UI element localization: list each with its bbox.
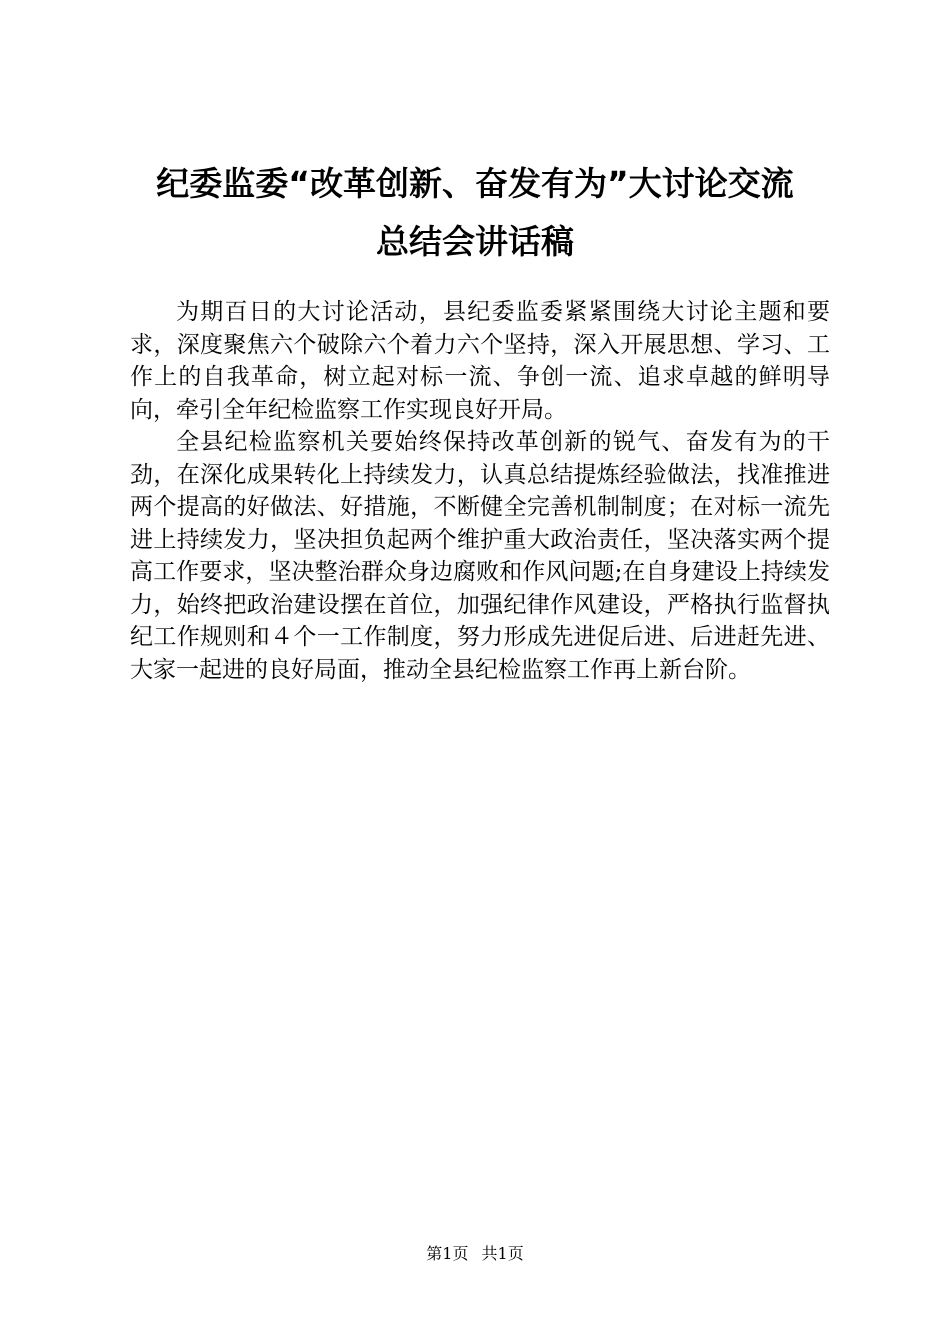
page-number-current: 第1页 [426,1244,469,1263]
page-number-total: 共1页 [481,1244,524,1263]
document-title-line-2: 总结会讲话稿 [376,222,574,261]
page-footer [0,1243,950,1265]
document-body [130,296,830,686]
document-title-line-1: 纪委监委“改革创新、奋发有为”大讨论交流 [156,164,794,203]
paragraph-2: 全县纪检监察机关要始终保持改革创新的锐气、奋发有为的干劲，在深化成果转化上持续发力，认真总结提炼经验做法，找准推进两个提高的好做法、好措施，不断健全完善机制制度；在对标一流先进上持续发力，坚决担负起两个维护重大政治责任，坚决落实两个提高工作要求，坚决整治群众身边腐败和作风问题;在自身建设上持续发力，始终把政治建设摆在首位，加强纪律作风建设，严格执行监督执纪工作规则和４个一工作制度，努力形成先进促后进、后进赶先进、大家一起进的良好局面，推动全县纪检监察工作再上新台阶。 [130,429,830,683]
paragraph-1: 为期百日的大讨论活动，县纪委监委紧紧围绕大讨论主题和要求，深度聚焦六个破除六个着力六个坚持，深入开展思想、学习、工作上的自我革命，树立起对标一流、争创一流、追求卓越的鲜明导向，牵引全年纪检监察工作实现良好开局。 [130,299,830,423]
